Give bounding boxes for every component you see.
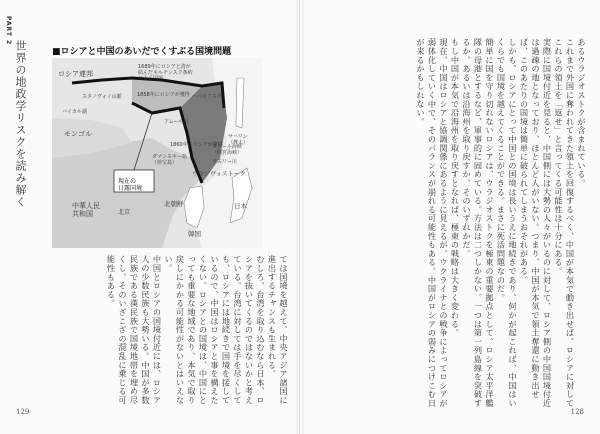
label-vladivostok: ウラジヴォストーク <box>192 171 246 178</box>
label-ussuri: ウスリー川 <box>212 159 237 165</box>
label-japan: 日本 <box>234 202 247 210</box>
label-treaty-1860: 1860年にロシアが獲得 <box>170 142 223 148</box>
left-body-text: ては国境を越えて、中央アジア諸国に進出するチャンスも生まれる。 むしろ、台湾を取り込むなら日本、ロシアを抜いてくるのではないかと考えている。台湾に対しては手を尽くしても、ロシアには地続きで国境を接しているので、中国はロシアと事を構えたくない。ロシアとの国境は、中国にとっても重要な地域であり、本気で取り戻しにかかる可能性がないとはいえない。 中国とロシアの国境付近には、ロシア人の少数民族も大勢いる。中国が多数民族である漢民族で国境地帯を埋め尽くし、そのいざこざの混乱に乗じる可能性もある。 <box>106 255 289 405</box>
label-russia: ロシア連邦 <box>58 70 93 78</box>
label-current-border: 現在の日露国境 <box>118 178 143 192</box>
border-map <box>52 58 262 248</box>
left-page-number: 129 <box>16 408 30 416</box>
label-treaty-1689: 1689年にロシアと清が結んだネルチンスク条約による国境 <box>138 64 193 82</box>
label-beijing: 北京 <box>118 209 131 216</box>
label-stanovoy: スタノヴォイ山脈 <box>82 94 122 100</box>
label-treaty-1858: 1858年にロシアが獲得 <box>137 92 190 98</box>
map-title: ■ロシアと中国のあいだでくすぶる国境問題 <box>52 47 232 57</box>
book-gutter <box>296 0 304 434</box>
part-label: PART 2 <box>5 16 12 46</box>
map-title-text: ロシアと中国のあいだでくすぶる国境問題 <box>60 47 232 57</box>
label-damansky: ダマンスキー島（珍宝島） <box>152 154 187 166</box>
label-north-korea: 北朝鮮 <box>164 200 184 208</box>
chapter-title: 世界の地政学リスクを読み解く <box>14 40 27 208</box>
label-amur: アムール川 <box>164 119 189 125</box>
right-page-number: 128 <box>570 408 584 416</box>
label-sakhalin: サハリン（樺太） <box>228 134 249 146</box>
right-body-text: あるウラジオストクが含まれている。 これまで外国に奪われてきた領土を回復するべく、中国が本気で動き出せば、ロシアに対してこれらの領土を「返せ」と言ってくる可能性は十分にある。 実際に国境付近を見ると、中国側には大勢の人々がいるのに対して、ロシア側の中国国境付近は過疎の地となっており、ほとんど人がいない。つまり、中国が本気で領土奪還に動き出せば、このあたりの国境は簡単に破られてしまうおそれがある。 しかも、ロシアにとって中国との国境は長いうえに地続きであり、何かが起これば、中国はいくらでも国境を越えてくることができる。まさに死活問題なのだ。 簡単に国を守り切れないロシアは、ウラジオストクを極東の重要拠点として、ロシア太平洋艦隊の母港とするなど、軍事的に固めている。方法は二つしかない。一つは第一列島線を突破するか、あるいは沿海州を取り戻すか、そのいずれかだ。 もし中国が本気で沿海州を取り戻すとなれば、極東の戦略は大きく変わる。 現在、中国はロシアと協調関係にあるように見えるが、ウクライナとの戦争によってロシアが弱体化していく中で、そのバランスが崩れる可能性もある。中国がロシアの弱みにつけこむ日が来るかもしれない。 <box>416 38 587 408</box>
label-tatar: タタール海峡（間宮海峡） <box>212 144 243 156</box>
right-page <box>300 0 600 434</box>
label-baikal: バイカル湖 <box>62 109 87 115</box>
label-khabarovsk: ハバロフスク <box>192 94 222 100</box>
label-mongolia: モンゴル <box>64 130 92 138</box>
label-china: 中華人民共和国 <box>72 202 100 219</box>
label-south-korea: 韓国 <box>188 230 201 238</box>
